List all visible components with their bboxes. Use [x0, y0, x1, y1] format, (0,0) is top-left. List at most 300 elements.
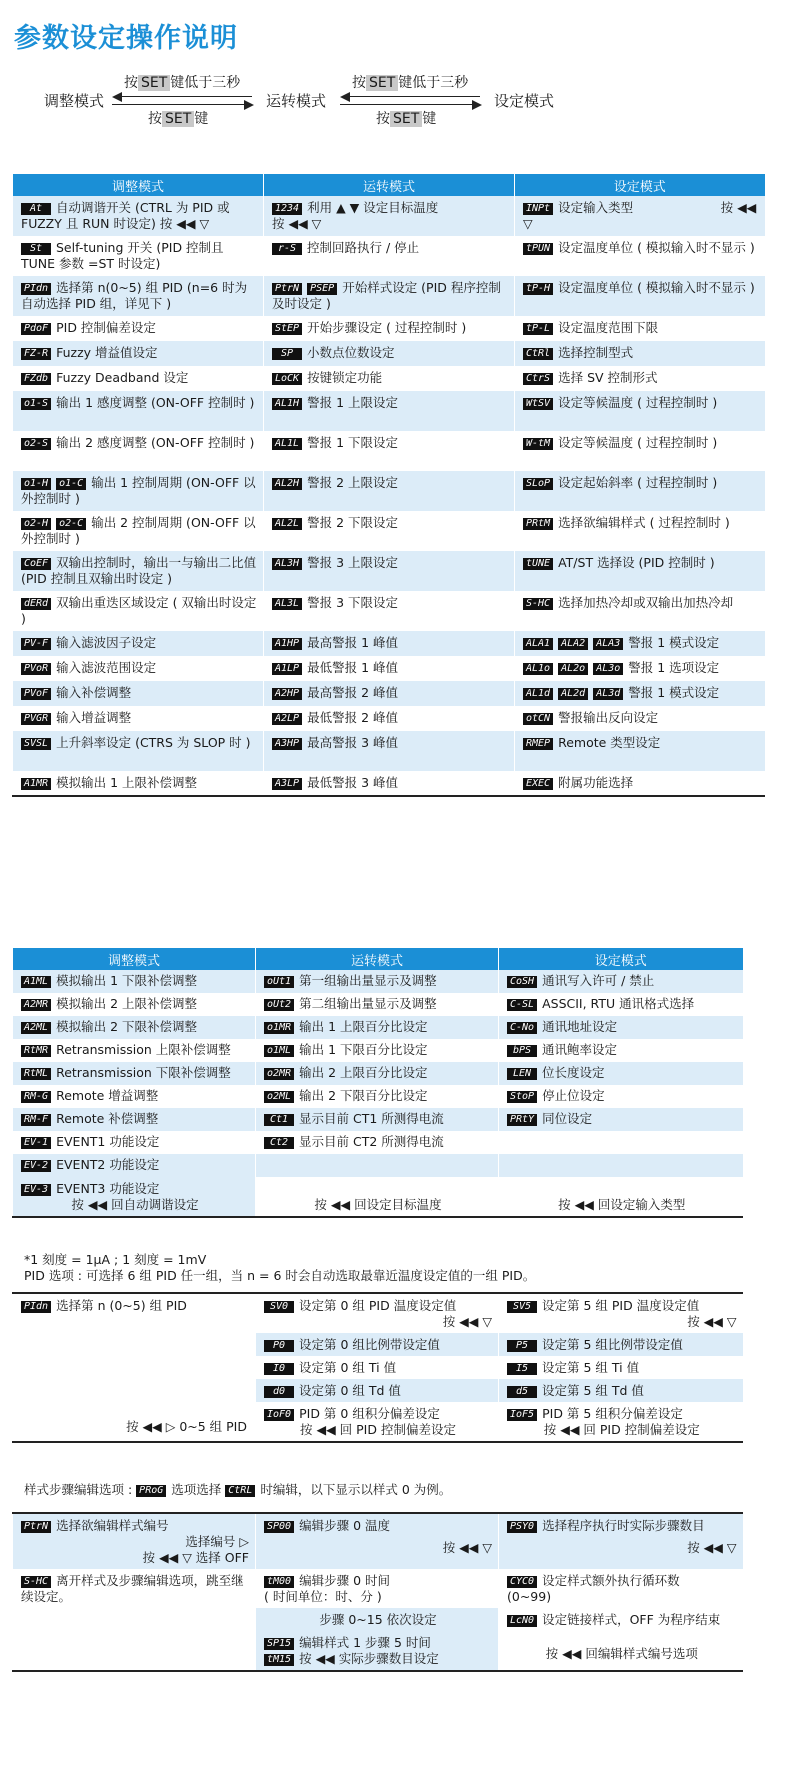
cell-text: 控制回路执行 / 停止 [307, 240, 420, 255]
table-cell [264, 236, 515, 276]
code-display: PSY0 [507, 1521, 537, 1533]
table-row [13, 236, 765, 276]
cell-text: 模拟输出 2 上限补偿调整 [56, 996, 197, 1011]
cell-text: 警报 1 下限设定 [307, 435, 398, 450]
table-cell [13, 1039, 256, 1062]
table-cell [499, 993, 743, 1016]
cell-text: 警报 3 下限设定 [307, 595, 398, 610]
cell-text: 设定输入类型 按 ◀◀ ▽ [523, 200, 757, 231]
code-display: A1HP [272, 638, 302, 650]
table-row [13, 631, 765, 656]
code-display: A2HP [272, 688, 302, 700]
table-cell [515, 471, 765, 511]
cell-text: 输出 2 感度调整 (ON-OFF 控制时 ) [56, 435, 255, 450]
cell-text: 警报 3 上限设定 [307, 555, 398, 570]
table-cell [499, 1154, 743, 1177]
table-cell: I5 设定第 5 组 Ti 值 [499, 1356, 743, 1379]
table-cell [13, 771, 264, 796]
table-cell [13, 1016, 256, 1039]
table-cell [264, 681, 515, 706]
table-cell [515, 731, 765, 771]
table-cell [13, 196, 264, 236]
code-display: P5 [507, 1340, 537, 1352]
table-cell [13, 551, 264, 591]
cell-text: Remote 补偿调整 [56, 1111, 159, 1126]
table-cell [499, 1131, 743, 1154]
table-cell: IoF0 PID 第 0 组积分偏差设定 按 ◀◀ 回 PID 控制偏差设定 [256, 1402, 499, 1442]
pid-table [12, 1292, 743, 1443]
code-display: LEN [507, 1068, 537, 1080]
code-display: RtML [21, 1068, 51, 1080]
table-cell [515, 631, 765, 656]
cell-text: 停止位设定 [542, 1088, 605, 1103]
code-display: C-SL [507, 999, 537, 1011]
arrow-left-icon [340, 92, 350, 102]
table-cell: I0 设定第 0 组 Ti 值 [256, 1356, 499, 1379]
table-cell [13, 471, 264, 511]
column-header-adjust: 调整模式 [13, 948, 256, 970]
table-cell [515, 316, 765, 341]
code-display: I5 [507, 1363, 537, 1375]
table-cell: tM00 编辑步骤 0 时间 ( 时间单位：时、分 ) [256, 1569, 499, 1608]
code-display: SV5 [507, 1301, 537, 1313]
code-display: SP00 [264, 1521, 294, 1533]
arrow-line [340, 104, 472, 105]
cell-text: 设定温度单位 ( 模拟输入时不显示 ) [558, 240, 755, 255]
code-display: 1234 [272, 203, 302, 215]
table-cell: SP15 编辑样式 1 步骤 5 时间 tM15 按 ◀◀ 实际步骤数目设定 [256, 1631, 499, 1671]
table-row [13, 1016, 743, 1039]
code-display: SVSL [21, 738, 51, 750]
table-row [13, 316, 765, 341]
table-cell [256, 1131, 499, 1154]
table-cell [13, 1062, 256, 1085]
code-display: AL2o [558, 663, 588, 675]
table-row [13, 706, 765, 731]
cell-text: 输出 1 下限百分比设定 [299, 1042, 428, 1057]
cell-text: 输入增益调整 [56, 710, 132, 725]
cell-text: ASSCII, RTU 通讯格式选择 [542, 996, 695, 1011]
code-display: A1LP [272, 663, 302, 675]
code-display: W-tM [523, 438, 553, 450]
code-display: RM-G [21, 1091, 51, 1103]
code-display: PdoF [21, 323, 51, 335]
code-display: St [21, 243, 51, 255]
table-row [13, 431, 765, 471]
arrow-text-bottom-right: 按 SET 键 [376, 111, 437, 127]
table-cell: SP00 编辑步骤 0 温度 按 ◀◀ ▽ [256, 1513, 499, 1569]
cell-text: 输出 2 上限百分比设定 [299, 1065, 428, 1080]
table-cell: P0 设定第 0 组比例带设定值 [256, 1333, 499, 1356]
table-cell [13, 341, 264, 366]
arrow-text-bottom-left: 按 SET 键 [148, 111, 209, 127]
code-display: PtrN [21, 1521, 51, 1533]
code-display: EXEC [523, 778, 553, 790]
code-display: C-No [507, 1022, 537, 1034]
table-cell: PIdn 选择第 n (0~5) 组 PID 按 ◀◀ ▷ 0~5 组 PID [13, 1293, 256, 1442]
cell-text: 双输出重迭区域设定 ( 双输出时设定 ) [21, 595, 257, 626]
column-header-run: 运转模式 [256, 948, 499, 970]
table-row [13, 196, 765, 236]
table-cell [264, 431, 515, 471]
cell-text: 选择 SV 控制形式 [558, 370, 658, 385]
table-row [13, 771, 765, 796]
code-display: r-S [272, 243, 302, 255]
cell-text: 设定温度范围下限 [558, 320, 659, 335]
table-cell [264, 276, 515, 316]
code-display: P0 [264, 1340, 294, 1352]
code-display: AL3o [593, 663, 623, 675]
table-cell [264, 656, 515, 681]
code-display: oUt2 [264, 999, 294, 1011]
table-cell [13, 316, 264, 341]
table-row [13, 1085, 743, 1108]
table-cell [13, 970, 256, 993]
arrow-text-top-right: 按 SET 键低于三秒 [352, 75, 469, 91]
table-cell [264, 196, 515, 236]
arrow-text-top-left: 按 SET 键低于三秒 [124, 75, 241, 91]
code-display: At [21, 203, 51, 215]
code-display: Ct2 [264, 1137, 294, 1149]
cell-text: 输出 2 下限百分比设定 [299, 1088, 428, 1103]
code-display: CtRl [523, 348, 553, 360]
table-cell [264, 731, 515, 771]
code-display: AL1o [523, 663, 553, 675]
mode-setting-label: 设定模式 [494, 92, 555, 110]
table-cell [264, 511, 515, 551]
cell-text: Remote 类型设定 [558, 735, 661, 750]
table-cell: SV0 设定第 0 组 PID 温度设定值 按 ◀◀ ▽ [256, 1293, 499, 1333]
cell-text: EVENT2 功能设定 [56, 1157, 160, 1172]
code-display: CtrS [523, 373, 553, 385]
code-display: PRoG [136, 1485, 166, 1497]
code-display: AL1L [272, 438, 302, 450]
table-cell: S-HC 离开样式及步骤编辑选项，跳至继续设定。 [13, 1569, 256, 1671]
table-cell [13, 631, 264, 656]
cell-text: 最高警报 2 峰值 [307, 685, 398, 700]
code-display: A3LP [272, 778, 302, 790]
code-display: AL3L [272, 598, 302, 610]
code-display: StEP [272, 323, 302, 335]
table-cell [264, 551, 515, 591]
table-cell [13, 1131, 256, 1154]
code-display: RtMR [21, 1045, 51, 1057]
cell-text: 显示目前 CT2 所测得电流 [299, 1134, 444, 1149]
code-display: LcN0 [507, 1615, 537, 1627]
table-row [13, 1039, 743, 1062]
table-cell [13, 1154, 256, 1177]
arrow-right-icon [472, 100, 482, 110]
code-display: SLoP [523, 478, 553, 490]
cell-text: 选择第 n(0~5) 组 PID (n=6 时为自动选择 PID 组，详见下 ) [21, 280, 248, 311]
code-display: tPUN [523, 243, 553, 255]
code-display: AL2H [272, 478, 302, 490]
code-display: oUt1 [264, 976, 294, 988]
arrow-line [348, 96, 480, 97]
code-display: PRtM [523, 518, 553, 530]
table-row [13, 656, 765, 681]
table-row [13, 1177, 743, 1217]
code-display: bPS [507, 1045, 537, 1057]
cell-text: AT/ST 选择设 (PID 控制时 ) [558, 555, 715, 570]
cell-text: EVENT1 功能设定 [56, 1134, 160, 1149]
code-display: dERd [21, 598, 51, 610]
table-row [13, 1293, 743, 1333]
code-display: SP [272, 348, 302, 360]
table-cell: 按 ◀◀ 回设定目标温度 [256, 1177, 499, 1217]
column-header-adjust: 调整模式 [13, 174, 264, 196]
code-display: CYC0 [507, 1576, 537, 1588]
table-row [13, 276, 765, 316]
table-row [13, 511, 765, 551]
table-cell [515, 431, 765, 471]
table-cell [264, 706, 515, 731]
code-display: EV-2 [21, 1160, 51, 1172]
cell-text: 小数点位数设定 [307, 345, 395, 360]
code-display: LoCK [272, 373, 302, 385]
mode-diagram [0, 72, 790, 152]
code-display: FZdb [21, 373, 51, 385]
table-cell [264, 631, 515, 656]
cell-text: 位长度设定 [542, 1065, 605, 1080]
table-cell [13, 276, 264, 316]
table-cell [13, 681, 264, 706]
table-row [13, 1108, 743, 1131]
cell-text: Remote 增益调整 [56, 1088, 159, 1103]
cell-text: 输出 1 感度调整 (ON-OFF 控制时 ) [56, 395, 255, 410]
cell-text: 选择欲编辑样式 ( 过程控制时 ) [558, 515, 730, 530]
code-display: AL3H [272, 558, 302, 570]
table-cell [256, 970, 499, 993]
cell-text: 模拟输出 1 上限补偿调整 [56, 775, 197, 790]
table-cell [515, 511, 765, 551]
cell-text: 输出 1 上限百分比设定 [299, 1019, 428, 1034]
table-cell [264, 771, 515, 796]
table-row [13, 591, 765, 631]
code-display: o2-S [21, 438, 51, 450]
table-cell [499, 1085, 743, 1108]
mode-adjust-label: 调整模式 [44, 92, 105, 110]
table-cell: SV5 设定第 5 组 PID 温度设定值 按 ◀◀ ▽ [499, 1293, 743, 1333]
column-header-setting: 设定模式 [515, 174, 765, 196]
cell-text: 通讯鲍率设定 [542, 1042, 618, 1057]
mode-run-label: 运转模式 [266, 92, 327, 110]
pattern-note: 样式步骤编辑选项 : PRoG 选项选择 CtRL 时编辑，以下显示以样式 0 为例。 [24, 1482, 452, 1497]
code-display: AL2d [558, 688, 588, 700]
code-display: IoF5 [507, 1409, 537, 1421]
cell-text: PID 控制偏差设定 [56, 320, 156, 335]
cell-text: 附属功能选择 [558, 775, 634, 790]
cell-text: 最低警报 2 峰值 [307, 710, 398, 725]
parameter-table-2 [12, 948, 743, 1218]
cell-text: 模拟输出 2 下限补偿调整 [56, 1019, 197, 1034]
code-display: EV-3 [21, 1184, 51, 1196]
code-display: WtSV [523, 398, 553, 410]
table-cell: LcN0 设定链接样式，OFF 为程序结束 按 ◀◀ 回编辑样式编号选项 [499, 1608, 743, 1671]
code-display: tUNE [523, 558, 553, 570]
table-row [13, 1513, 743, 1569]
table-cell [499, 1039, 743, 1062]
code-display: ALA1 [523, 638, 553, 650]
code-display: o2ML [264, 1091, 294, 1103]
table-cell: PtrN 选择欲编辑样式编号 选择编号 ▷ 按 ◀◀ ▽ 选择 OFF [13, 1513, 256, 1569]
pattern-table [12, 1512, 743, 1672]
code-display: S-HC [21, 1576, 51, 1588]
table-cell [515, 771, 765, 796]
code-display: tM00 [264, 1576, 294, 1588]
code-display: o1MR [264, 1022, 294, 1034]
table-cell [499, 970, 743, 993]
table-cell [515, 591, 765, 631]
cell-text: 第二组输出量显示及调整 [299, 996, 437, 1011]
table-cell: CYC0 设定样式额外执行循环数 (0~99) [499, 1569, 743, 1608]
cell-text: 设定起始斜率 ( 过程控制时 ) [558, 475, 718, 490]
code-display: INPt [523, 203, 553, 215]
table-row [13, 551, 765, 591]
cell-text: 设定等候温度 ( 过程控制时 ) [558, 395, 718, 410]
table-cell: d5 设定第 5 组 Td 值 [499, 1379, 743, 1402]
code-display: SV0 [264, 1301, 294, 1313]
table-cell [515, 276, 765, 316]
table-cell [13, 1085, 256, 1108]
code-display: AL2L [272, 518, 302, 530]
code-display: AL3d [593, 688, 623, 700]
table-cell [256, 993, 499, 1016]
cell-text: 警报 2 下限设定 [307, 515, 398, 530]
table-row [13, 391, 765, 431]
table-row [13, 1154, 743, 1177]
table-cell [256, 1062, 499, 1085]
table-cell [256, 1108, 499, 1131]
table-cell [515, 706, 765, 731]
code-display: PVGR [21, 713, 51, 725]
table-cell [515, 391, 765, 431]
table-cell [515, 551, 765, 591]
table-cell [264, 366, 515, 391]
table-cell [515, 236, 765, 276]
cell-text: 选择加热冷却或双输出加热冷却 [558, 595, 734, 610]
table-row [13, 471, 765, 511]
code-display: o2MR [264, 1068, 294, 1080]
table-cell [264, 341, 515, 366]
code-display: CoSH [507, 976, 537, 988]
code-display: d0 [264, 1386, 294, 1398]
cell-text: Retransmission 上限补偿调整 [56, 1042, 231, 1057]
table-cell [499, 1108, 743, 1131]
code-display: d5 [507, 1386, 537, 1398]
cell-text: 设定温度单位 ( 模拟输入时不显示 ) [558, 280, 755, 295]
cell-text: 最低警报 1 峰值 [307, 660, 398, 675]
table-cell [13, 731, 264, 771]
table-cell: 步骤 0~15 依次设定 [256, 1608, 499, 1631]
table-cell [13, 993, 256, 1016]
cell-text: 最高警报 1 峰值 [307, 635, 398, 650]
code-display: o1ML [264, 1045, 294, 1057]
code-display: S-HC [523, 598, 553, 610]
code-display: o1-S [21, 398, 51, 410]
table-row [13, 1569, 743, 1608]
table-row [13, 681, 765, 706]
code-display: A1MR [21, 778, 51, 790]
table-row [13, 993, 743, 1016]
table-row [13, 1062, 743, 1085]
table-row [13, 970, 743, 993]
table-cell [13, 236, 264, 276]
column-header-run: 运转模式 [264, 174, 515, 196]
arrow-line [120, 96, 252, 97]
code-display: PIdn [21, 1301, 51, 1313]
table-cell [256, 1039, 499, 1062]
cell-text: 输出 1 控制周期 (ON-OFF 以外控制时 ) [21, 475, 256, 506]
table-cell [13, 366, 264, 391]
code-display: o2-H [21, 518, 51, 530]
cell-text: 同位设定 [542, 1111, 593, 1126]
code-display: tM15 [264, 1654, 294, 1666]
table-row [13, 366, 765, 391]
cell-text: 警报 1 模式设定 [628, 685, 720, 700]
code-display: A1ML [21, 976, 51, 988]
table-cell [13, 431, 264, 471]
table-cell [256, 1016, 499, 1039]
table-cell: d0 设定第 0 组 Td 值 [256, 1379, 499, 1402]
code-display: AL1H [272, 398, 302, 410]
arrow-right-icon [244, 100, 254, 110]
code-display: RMEP [523, 738, 553, 750]
code-display: ALA2 [558, 638, 588, 650]
page-title: 参数设定操作说明 [14, 23, 238, 54]
cell-text: 开始样式设定 (PID 程序控制及时设定 ) [272, 280, 501, 311]
table-cell: IoF5 PID 第 5 组积分偏差设定 按 ◀◀ 回 PID 控制偏差设定 [499, 1402, 743, 1442]
cell-text: 最高警报 3 峰值 [307, 735, 398, 750]
note-scale: *1 刻度 = 1μA ; 1 刻度 = 1mV [24, 1252, 207, 1267]
code-display: ALA3 [593, 638, 623, 650]
table-cell [264, 591, 515, 631]
table-cell [264, 471, 515, 511]
table-cell: P5 设定第 5 组比例带设定值 [499, 1333, 743, 1356]
code-display: PtrN [272, 283, 302, 295]
code-display: A2LP [272, 713, 302, 725]
table-cell: 按 ◀◀ 回设定输入类型 [499, 1177, 743, 1217]
table-row [13, 341, 765, 366]
table-cell: EV-3 EVENT3 功能设定 按 ◀◀ 回自动调谐设定 [13, 1177, 256, 1217]
table-cell [515, 196, 765, 236]
table-cell [256, 1154, 499, 1177]
arrow-left-icon [112, 92, 122, 102]
cell-text: 警报输出反向设定 [558, 710, 659, 725]
cell-text: Self-tuning 开关 (PID 控制且 TUNE 参数 =ST 时设定) [21, 240, 224, 271]
code-display: FZ-R [21, 348, 51, 360]
cell-text: 按键锁定功能 [307, 370, 383, 385]
cell-text: 开始步骤设定 ( 过程控制时 ) [307, 320, 467, 335]
code-display: SP15 [264, 1638, 294, 1650]
code-display: PVoF [21, 688, 51, 700]
table-cell [13, 511, 264, 551]
code-display: tP-H [523, 283, 553, 295]
code-display: PRtY [507, 1114, 537, 1126]
cell-text: 警报 2 上限设定 [307, 475, 398, 490]
parameter-table-1 [12, 174, 765, 797]
code-display: PV-F [21, 638, 51, 650]
cell-text: 警报 1 上限设定 [307, 395, 398, 410]
table-cell: PSY0 选择程序执行时实际步骤数目 按 ◀◀ ▽ [499, 1513, 743, 1569]
table-cell [264, 391, 515, 431]
table-cell [515, 341, 765, 366]
cell-text: 显示目前 CT1 所测得电流 [299, 1111, 444, 1126]
cell-text: 自动调谐开关 (CTRL 为 PID 或 FUZZY 且 RUN 时设定) 按 ◀◀ ▽ [21, 200, 230, 231]
code-display: o1-H [21, 478, 51, 490]
cell-text: 输入滤波范围设定 [56, 660, 157, 675]
arrow-line [112, 104, 244, 105]
